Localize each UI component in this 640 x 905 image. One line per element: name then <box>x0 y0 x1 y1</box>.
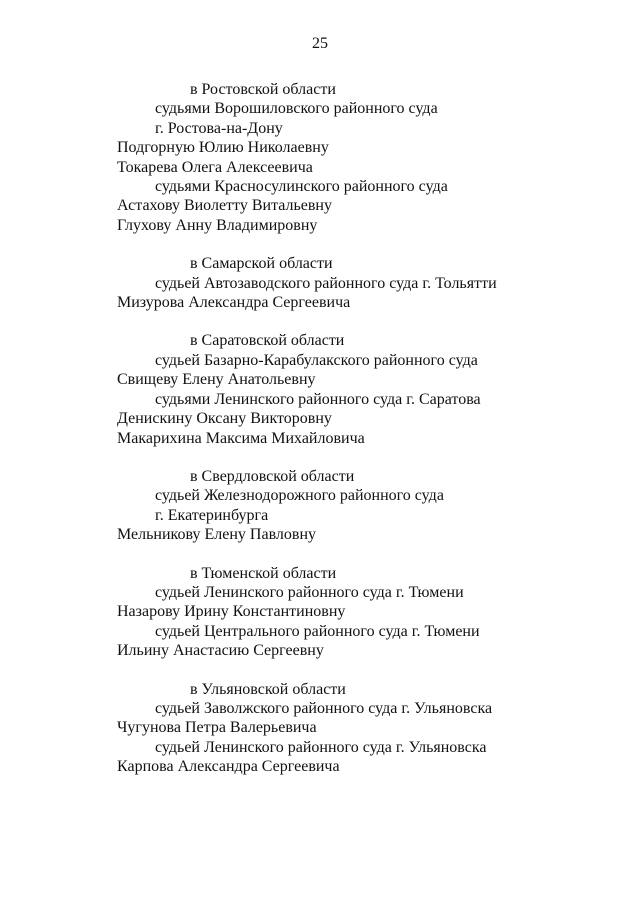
court-line: судьями Красносулинского районного суда <box>155 178 448 196</box>
appointee-name: Мизурова Александра Сергеевича <box>117 294 351 312</box>
appointee-name: Чугунова Петра Валерьевича <box>117 719 317 737</box>
appointee-name: Макарихина Максима Михайловича <box>117 429 365 447</box>
region-section <box>0 680 640 777</box>
court-line: судьями Ленинского районного суда г. Саратова <box>155 390 481 408</box>
appointee-name: Назарову Ирину Константиновну <box>117 603 346 621</box>
court-line: судьей Автозаводского районного суда г. Тольятти <box>155 274 497 292</box>
region-heading: в Свердловской области <box>190 467 355 485</box>
court-line: судьями Ворошиловского районного суда <box>155 100 438 118</box>
page-number: 25 <box>312 35 328 52</box>
region-section <box>0 331 640 447</box>
region-heading: в Самарской области <box>190 255 333 273</box>
region-section <box>0 564 640 661</box>
court-line: судьей Ленинского районного суда г. Тюмени <box>155 583 464 601</box>
appointee-name: Токарева Олега Алексеевича <box>117 158 313 176</box>
appointee-name: Подгорную Юлию Николаевну <box>117 139 329 157</box>
appointee-name: Денискину Оксану Викторовну <box>117 410 332 428</box>
appointee-name: Мельникову Елену Павловну <box>117 526 317 544</box>
appointee-name: Свищеву Елену Анатольевну <box>117 371 316 389</box>
court-line: судьей Базарно-Карабулакского районного суда <box>155 351 478 369</box>
region-heading: в Ростовской области <box>190 81 336 98</box>
appointee-name: Ильину Анастасию Сергеевну <box>117 642 324 660</box>
court-line: судьей Заволжского районного суда г. Ульяновска <box>155 699 493 717</box>
appointee-name: Астахову Виолетту Витальевну <box>117 197 332 215</box>
court-line: г. Ростова-на-Дону <box>155 119 283 137</box>
court-line: судьей Центрального районного суда г. Тюмени <box>155 622 480 640</box>
region-section <box>0 254 640 312</box>
court-line: судьей Железнодорожного районного суда <box>155 487 444 505</box>
appointee-name: Глухову Анну Владимировну <box>117 216 318 234</box>
region-heading: в Саратовской области <box>190 332 345 350</box>
document-body <box>0 80 640 796</box>
court-line: г. Екатеринбурга <box>155 506 269 524</box>
region-section <box>0 80 640 235</box>
appointee-name: Карпова Александра Сергеевича <box>117 758 340 776</box>
region-section <box>0 467 640 545</box>
region-heading: в Тюменской области <box>190 564 337 582</box>
court-line: судьей Ленинского районного суда г. Ульяновска <box>155 738 487 756</box>
region-heading: в Ульяновской области <box>190 680 346 698</box>
